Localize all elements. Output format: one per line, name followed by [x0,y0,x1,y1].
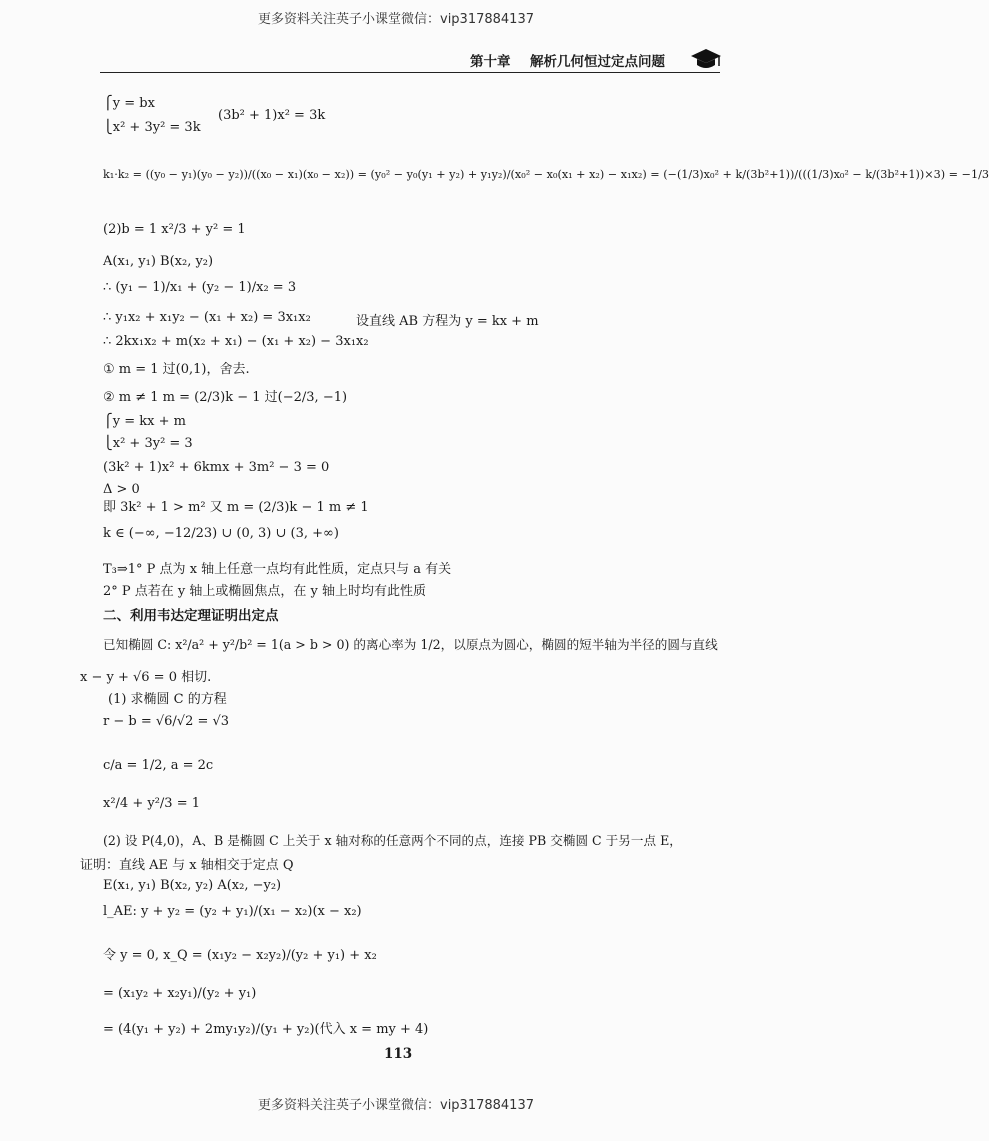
ellipse-equation: x²/4 + y²/3 = 1 [103,796,200,811]
line-ab-setup: 设直线 AB 方程为 y = kx + m [356,314,539,329]
problem-statement: x − y + √6 = 0 相切. [80,670,212,685]
equation-line: 令 y = 0, x_Q = (x₁y₂ − x₂y₂)/(y₂ + y₁) + x₂ [103,948,377,963]
equation-line: (2)b = 1 x²/3 + y² = 1 [103,222,246,237]
equation-line: (3b² + 1)x² = 3k [218,108,326,123]
equation-line: ∴ y₁x₂ + x₁y₂ − (x₁ + x₂) = 3x₁x₂ [103,310,311,325]
chapter-label: 第十章 [470,54,511,70]
remark-line: T₃⇒1° P 点为 x 轴上任意一点均有此性质，定点只与 a 有关 [103,562,452,577]
points-line: A(x₁, y₁) B(x₂, y₂) [103,254,214,269]
equation-line: = (x₁y₂ + x₂y₁)/(y₂ + y₁) [103,986,257,1001]
case-2-line: ② m ≠ 1 m = (2/3)k − 1 过(−2/3, −1) [103,390,348,405]
section-heading: 二、利用韦达定理证明出定点 [103,608,279,624]
line-ae-equation: l_AE: y + y₂ = (y₂ + y₁)/(x₁ − x₂)(x − x₂) [103,904,362,919]
equation-line: ∴ (y₁ − 1)/x₁ + (y₂ − 1)/x₂ = 3 [103,280,297,295]
top-watermark: 更多资料关注英子小课堂微信：vip317884137 [258,12,534,27]
system-line-2: ⎩x² + 3y² = 3k [103,120,201,135]
case-1-line: ① m = 1 过(0,1)，舍去. [103,362,250,377]
subquestion-2: (2) 设 P(4,0)，A、B 是椭圆 C 上关于 x 轴对称的任意两个不同的点，连接 PB 交椭圆 C 于另一点 E， [103,833,682,848]
equation-line: c/a = 1/2, a = 2c [103,758,214,773]
points-line: E(x₁, y₁) B(x₂, y₂) A(x₂, −y₂) [103,878,282,893]
discriminant-line: Δ > 0 [103,482,140,497]
subquestion-1: (1) 求椭圆 C 的方程 [108,692,227,707]
bottom-watermark: 更多资料关注英子小课堂微信：vip317884137 [258,1098,534,1113]
equation-line: ∴ 2kx₁x₂ + m(x₂ + x₁) − (x₁ + x₂) − 3x₁x₂ [103,334,369,349]
condition-line: 即 3k² + 1 > m² 又 m = (2/3)k − 1 m ≠ 1 [103,500,369,515]
system-line-2: ⎩x² + 3y² = 3 [103,436,193,451]
slope-product-line: k₁·k₂ = ((y₀ − y₁)(y₀ − y₂))/((x₀ − x₁)(x₀ − x₂)) = (y₀² − y₀(y₁ + y₂) + y₁y₂)/(x₀² − x₀(x₁ + x₂) − x₁x₂) = (−(1/3)x₀² + k/(3b²+1))/(((1/3)x₀² − k/(3b²+1))×3) = −1/3 [103,168,989,181]
quadratic-line: (3k² + 1)x² + 6kmx + 3m² − 3 = 0 [103,460,330,475]
range-line: k ∈ (−∞, −12/23) ∪ (0, 3) ∪ (3, +∞) [103,526,339,541]
header-rule [100,72,720,73]
subquestion-2: 证明：直线 AE 与 x 轴相交于定点 Q [80,858,294,873]
chapter-title: 解析几何恒过定点问题 [530,54,665,70]
problem-statement: 已知椭圆 C: x²/a² + y²/b² = 1(a > b > 0) 的离心率为 1/2，以原点为圆心，椭圆的短半轴为半径的圆与直线 [103,637,718,652]
equation-line: = (4(y₁ + y₂) + 2my₁y₂)/(y₁ + y₂)(代入 x = my + 4) [103,1022,429,1037]
page-number: 113 [384,1046,413,1062]
system-line-1: ⎧y = kx + m [103,414,186,429]
equation-line: r − b = √6/√2 = √3 [103,714,230,729]
remark-line: 2° P 点若在 y 轴上或椭圆焦点，在 y 轴上时均有此性质 [103,584,427,599]
system-line-1: ⎧y = bx [103,96,155,111]
